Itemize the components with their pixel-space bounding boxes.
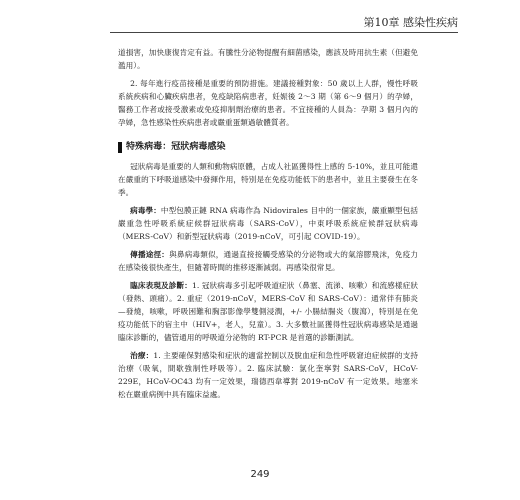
paragraph-clinical: [118, 279, 418, 344]
virology-text: 中型包膜正鏈 RNA 病毒作為 Nidovirales 目中的一個家族，嚴重顯型包括嚴重急性呼吸系統症候群冠狀病毒（SARS-CoV），中東呼吸系統症候群冠狀病毒（MERS-CoV）和新型冠狀病毒（2019-nCoV，可引起 COVID-19）。: [118, 206, 418, 241]
paragraph-transmission: [118, 248, 418, 274]
transmission-term: 傳播途徑：: [130, 250, 170, 259]
paragraph-virology: [118, 204, 418, 243]
clinical-term: 臨床表現及診斷：: [130, 281, 192, 290]
clinical-text: 1. 冠狀病毒多引起呼吸道症狀（鼻塞、流涕、咳嗽）和流感樣症狀（發熱、頭痛）。2. 重症（2019-nCoV，MERS-CoV 和 SARS-CoV）：通常伴有肺炎—發燒，咳嗽，呼吸困難和胸部影像學雙側浸潤，+/- 小腸結腸炎（腹瀉），特別是在免疫功能低下的宿主中（HIV+，老人，兒童）。3. 大多數社區獲得性冠狀病毒感染是通過臨床診斷的，儘管通用的呼吸道分泌物的 RT-PCR 是首選的診斷測試。: [118, 281, 418, 342]
page-number: 249: [250, 469, 270, 480]
paragraph-vaccination: 2. 每年進行疫苗接種是重要的預防措施。建議接種對象：50 歲以上人群，慢性呼吸系統疾病和心臟疾病患者，免疫缺陷病患者，妊娠後 2～3 期（第 6～9 個月）的孕婦，醫務工作者或接受激素或免疫抑制劑治療的患者。不宜接種的人員為：孕期 3 個月內的孕婦，急性感染性疾病患者或嚴重蛋類過敏體質者。: [118, 79, 418, 127]
treatment-term: 治療：: [130, 351, 154, 360]
transmission-text: 與鼻病毒類似，通過直接接觸受感染的分泌物或大的氣溶膠飛沫，免疫力在感染後很快產生，但隨著時間的推移逐漸減弱。再感染很常見。: [118, 250, 418, 272]
paragraph-continuation: 道損害，加快康復肯定有益。有騰性分泌物提醒有細菌感染，應該及時用抗生素（但避免濫用）。: [118, 48, 418, 70]
virology-term: 病毒學：: [130, 206, 161, 215]
section-heading-text: 特殊病毒：冠狀病毒感染: [126, 142, 226, 152]
heading-bar-marker: [118, 142, 122, 153]
paragraph-treatment: [118, 349, 418, 401]
treatment-text: 1. 主要確保對感染和症狀的適當控制以及脫血症和急性呼吸窘迫症候群的支持治療（吸氧，間歇強制性呼吸等）。2. 臨床試驗：氯化奎寧對 SARS-CoV，HCoV-229E，HCoV-OC43 均有一定效果，瑞德西韋導對 2019-nCoV 有一定效果。地塞米松在嚴重病例中具有臨床益處。: [118, 351, 418, 399]
page-body: [118, 46, 418, 406]
chapter-header-title: 第10章 感染性疾病: [363, 16, 458, 29]
header-divider: [110, 32, 458, 33]
paragraph-intro: 冠狀病毒是重要的人類和動物病原體，占成人社區獲得性上感的 5-10%，並且可能還在嚴重的下呼吸道感染中發揮作用，特別是在免疫功能低下的患者中，並且主要發生在冬季。: [118, 162, 418, 197]
section-heading: [118, 141, 418, 154]
